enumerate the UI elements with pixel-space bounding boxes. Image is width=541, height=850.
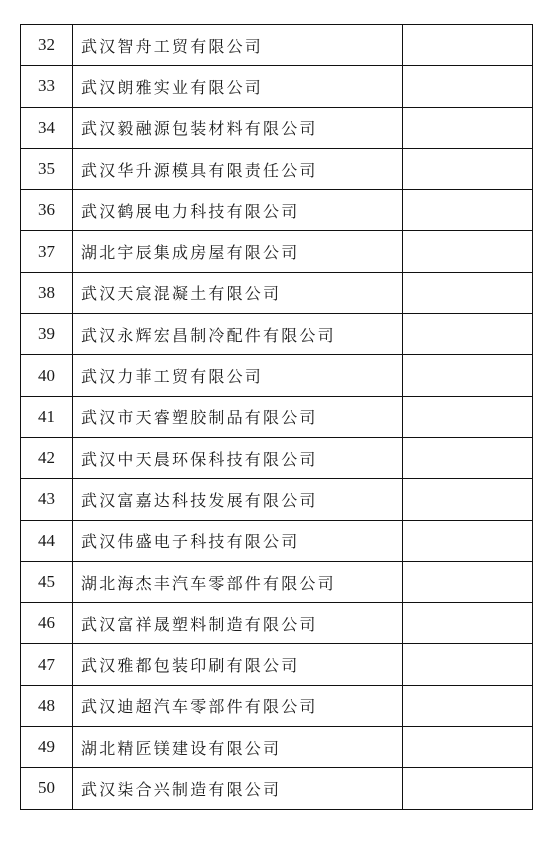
company-name-cell: 武汉鹤展电力科技有限公司 — [73, 190, 403, 231]
company-name-cell: 湖北海杰丰汽车零部件有限公司 — [73, 561, 403, 602]
table-row — [21, 314, 533, 355]
table-row — [21, 561, 533, 602]
company-name-cell: 武汉富嘉达科技发展有限公司 — [73, 479, 403, 520]
row-number-cell: 35 — [21, 148, 73, 189]
empty-note-cell — [403, 727, 533, 768]
company-name-cell: 武汉天宸混凝土有限公司 — [73, 272, 403, 313]
empty-note-cell — [403, 561, 533, 602]
company-name-cell: 武汉雅都包装印刷有限公司 — [73, 644, 403, 685]
company-name-cell: 武汉永辉宏昌制冷配件有限公司 — [73, 314, 403, 355]
row-number-cell: 49 — [21, 727, 73, 768]
table-row — [21, 148, 533, 189]
empty-note-cell — [403, 25, 533, 66]
row-number-cell: 46 — [21, 603, 73, 644]
empty-note-cell — [403, 272, 533, 313]
empty-note-cell — [403, 314, 533, 355]
table-row — [21, 727, 533, 768]
row-number-cell: 36 — [21, 190, 73, 231]
empty-note-cell — [403, 231, 533, 272]
table-body — [21, 25, 533, 810]
company-name-cell: 武汉伟盛电子科技有限公司 — [73, 520, 403, 561]
empty-note-cell — [403, 437, 533, 478]
row-number-cell: 44 — [21, 520, 73, 561]
table-row — [21, 685, 533, 726]
empty-note-cell — [403, 685, 533, 726]
row-number-cell: 38 — [21, 272, 73, 313]
table-row — [21, 190, 533, 231]
row-number-cell: 47 — [21, 644, 73, 685]
row-number-cell: 40 — [21, 355, 73, 396]
empty-note-cell — [403, 148, 533, 189]
empty-note-cell — [403, 190, 533, 231]
row-number-cell: 37 — [21, 231, 73, 272]
empty-note-cell — [403, 355, 533, 396]
table-row — [21, 107, 533, 148]
row-number-cell: 32 — [21, 25, 73, 66]
row-number-cell: 34 — [21, 107, 73, 148]
table-row — [21, 479, 533, 520]
company-name-cell: 武汉中天晨环保科技有限公司 — [73, 437, 403, 478]
row-number-cell: 39 — [21, 314, 73, 355]
empty-note-cell — [403, 479, 533, 520]
table-row — [21, 768, 533, 809]
row-number-cell: 45 — [21, 561, 73, 602]
company-name-cell: 武汉力菲工贸有限公司 — [73, 355, 403, 396]
company-list-table — [20, 24, 533, 810]
company-name-cell: 湖北宇辰集成房屋有限公司 — [73, 231, 403, 272]
table-row — [21, 231, 533, 272]
row-number-cell: 33 — [21, 66, 73, 107]
table-row — [21, 437, 533, 478]
company-name-cell: 武汉富祥晟塑料制造有限公司 — [73, 603, 403, 644]
company-name-cell: 武汉毅融源包装材料有限公司 — [73, 107, 403, 148]
empty-note-cell — [403, 66, 533, 107]
row-number-cell: 41 — [21, 396, 73, 437]
table-row — [21, 66, 533, 107]
company-name-cell: 武汉柒合兴制造有限公司 — [73, 768, 403, 809]
empty-note-cell — [403, 603, 533, 644]
company-name-cell: 武汉市天睿塑胶制品有限公司 — [73, 396, 403, 437]
table-row — [21, 272, 533, 313]
empty-note-cell — [403, 396, 533, 437]
empty-note-cell — [403, 520, 533, 561]
company-name-cell: 湖北精匠镁建设有限公司 — [73, 727, 403, 768]
company-name-cell: 武汉朗雅实业有限公司 — [73, 66, 403, 107]
table-row — [21, 603, 533, 644]
row-number-cell: 48 — [21, 685, 73, 726]
table-row — [21, 25, 533, 66]
table-row — [21, 396, 533, 437]
empty-note-cell — [403, 107, 533, 148]
row-number-cell: 43 — [21, 479, 73, 520]
table-row — [21, 520, 533, 561]
empty-note-cell — [403, 644, 533, 685]
empty-note-cell — [403, 768, 533, 809]
table-row — [21, 355, 533, 396]
row-number-cell: 42 — [21, 437, 73, 478]
company-name-cell: 武汉华升源模具有限责任公司 — [73, 148, 403, 189]
row-number-cell: 50 — [21, 768, 73, 809]
company-name-cell: 武汉智舟工贸有限公司 — [73, 25, 403, 66]
table-row — [21, 644, 533, 685]
company-name-cell: 武汉迪超汽车零部件有限公司 — [73, 685, 403, 726]
